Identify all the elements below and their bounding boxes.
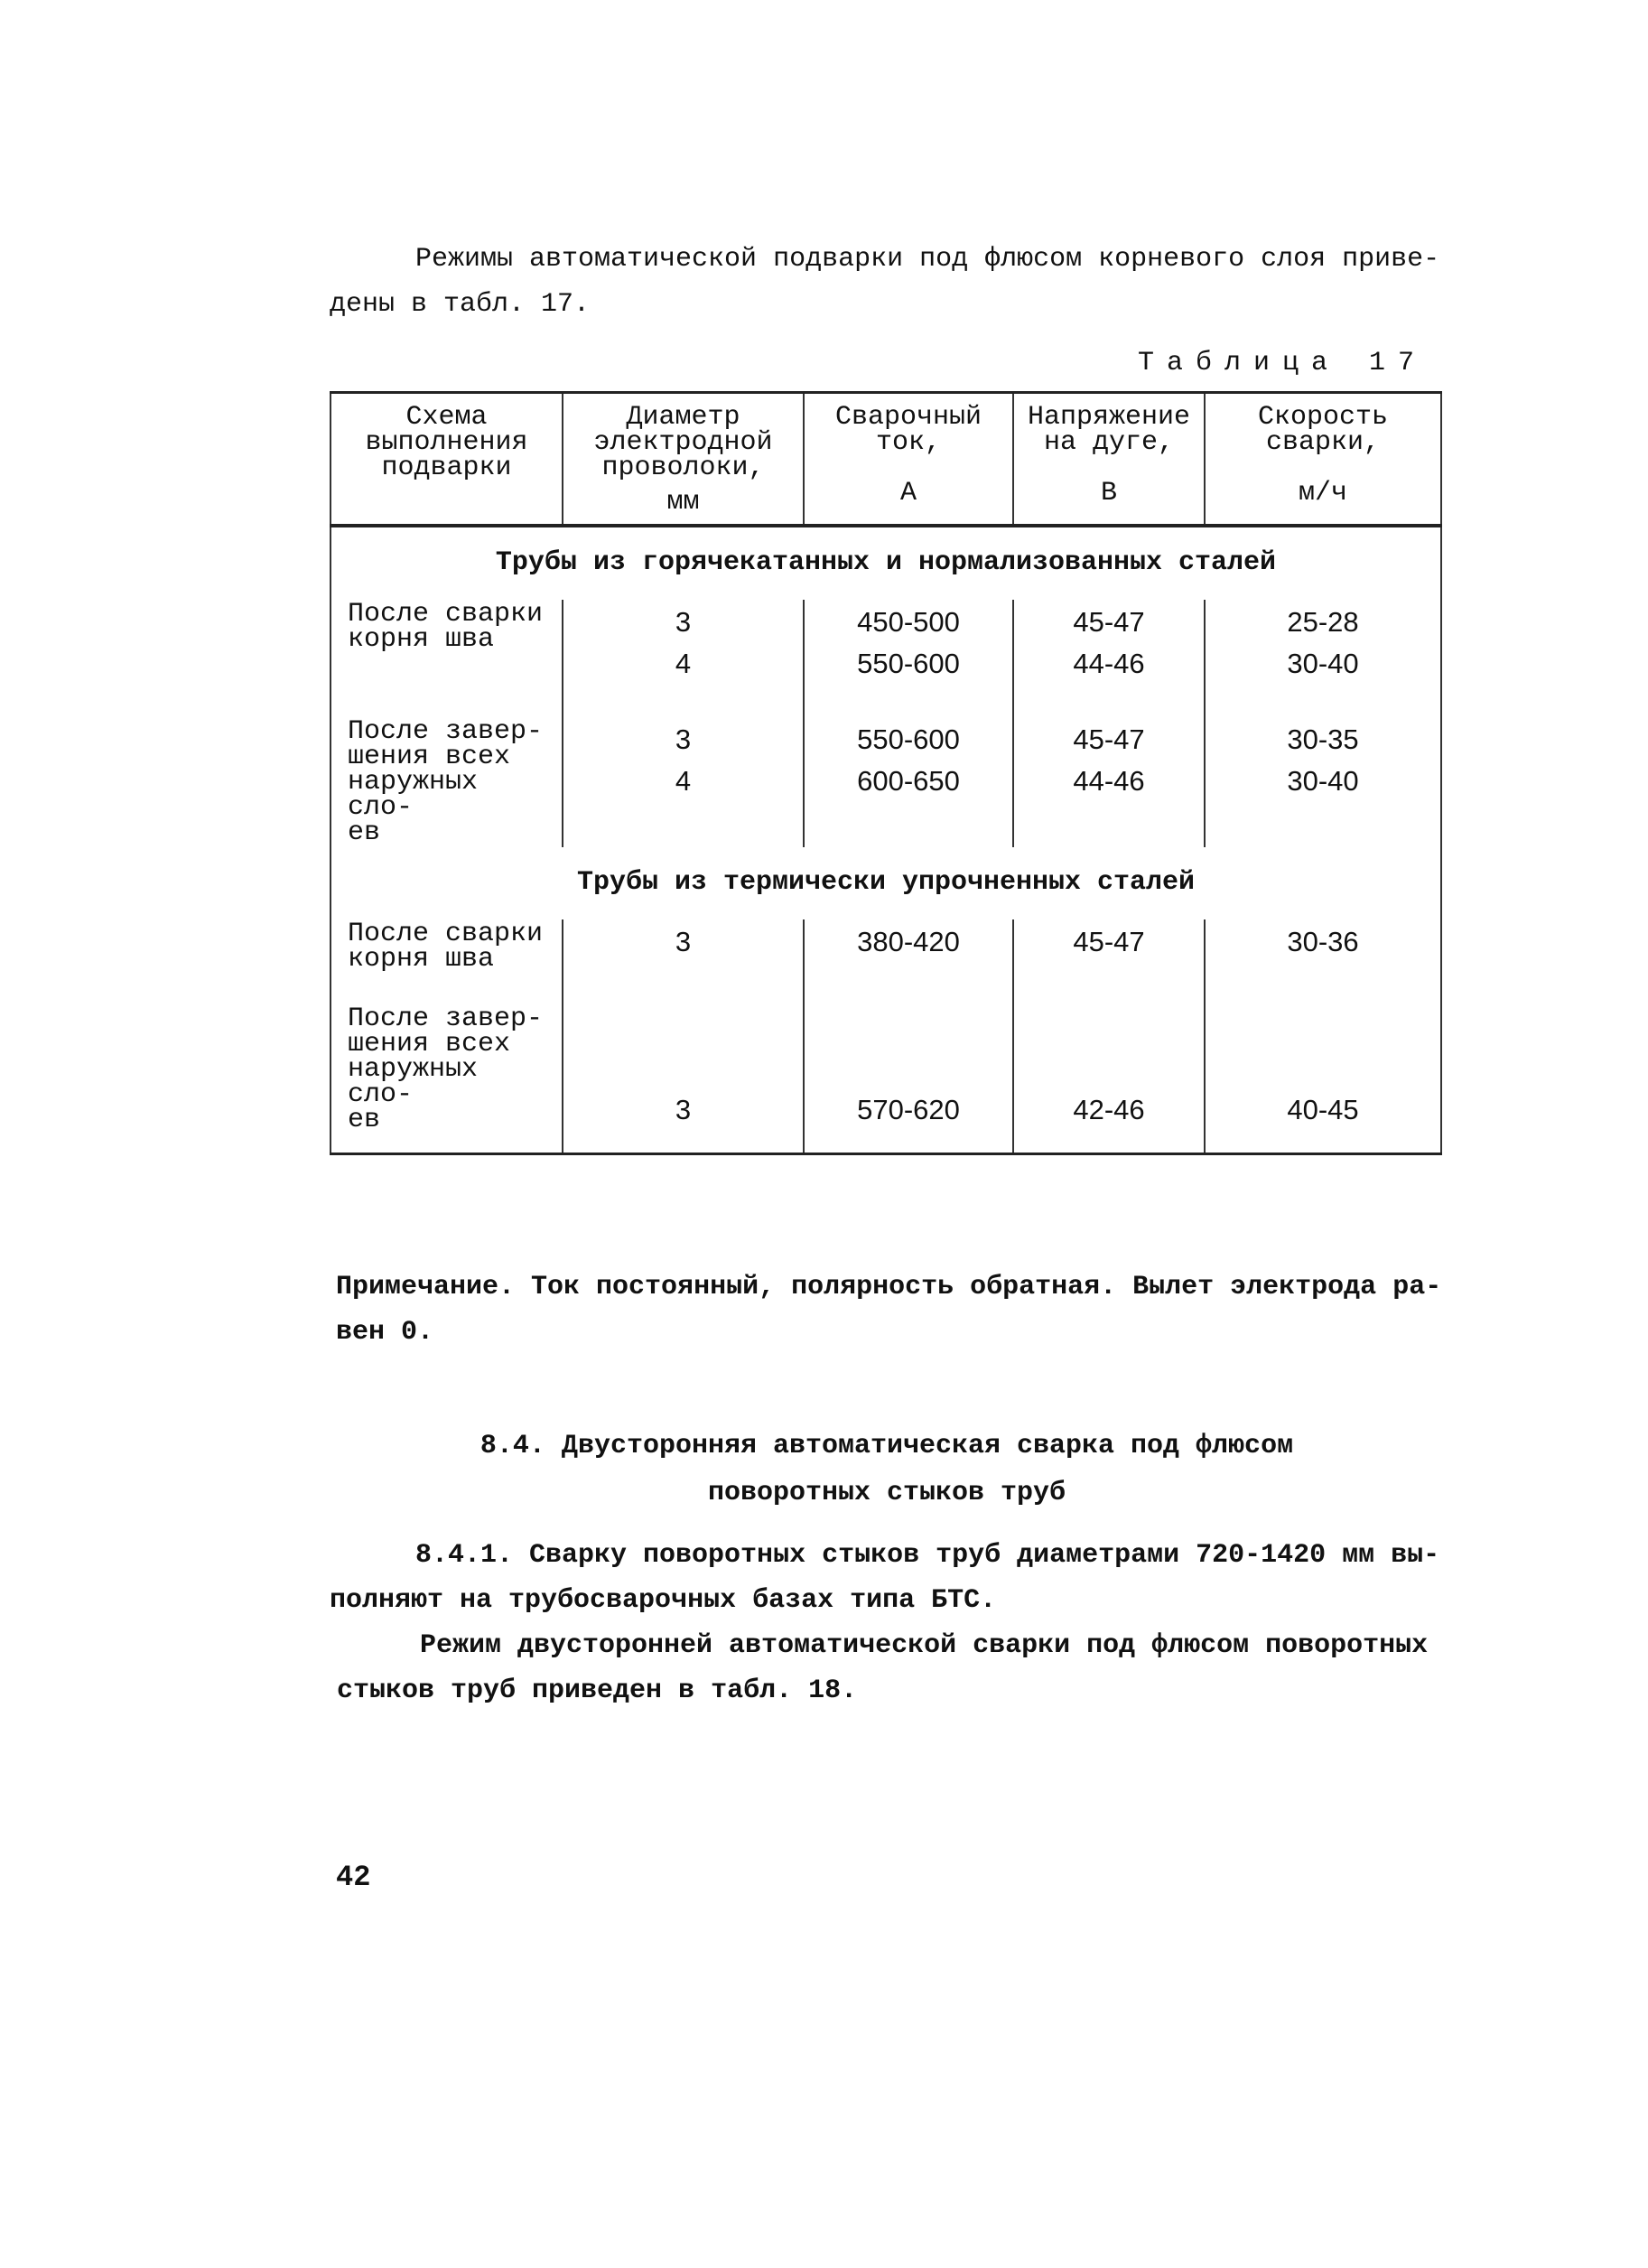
cell-current: 450-500 550-600 <box>804 600 1013 686</box>
header-scheme: Схема выполнения подварки <box>331 393 563 527</box>
intro-paragraph <box>330 237 1439 327</box>
table-caption: Таблица 17 <box>1138 348 1428 378</box>
cell-speed: 25-28 30-40 <box>1205 600 1441 686</box>
cell-scheme: После сварки корня шва <box>331 919 563 974</box>
section-row <box>331 526 1441 600</box>
body-paragraphs <box>330 1533 1439 1713</box>
intro-line-1: Режимы автоматической подварки под флюсом корневого слоя приве- <box>415 244 1440 275</box>
cell-diameter: 3 4 <box>563 717 804 847</box>
header-speed: Скорость сварки, м/ч <box>1205 393 1441 527</box>
cell-voltage: 45-47 <box>1013 919 1205 974</box>
unit-v: В <box>1100 478 1117 509</box>
cell-scheme: После сварки корня шва <box>331 600 563 686</box>
table-row <box>331 1004 1441 1154</box>
note-line-1: Примечание. Ток постоянный, полярность обратная. Вылет электрода ра- <box>336 1272 1442 1302</box>
body-p2-line-1: Режим двусторонней автоматической сварки под флюсом поворотных <box>420 1630 1429 1661</box>
row-gap <box>331 686 1441 717</box>
heading-line-2: поворотных стыков труб <box>707 1478 1066 1508</box>
table-row <box>331 919 1441 974</box>
table-note <box>336 1265 1441 1355</box>
body-p2-line-2: стыков труб приведен в табл. 18. <box>337 1675 858 1706</box>
header-current: Сварочный ток, А <box>804 393 1013 527</box>
heading-line-1: 8.4. Двусторонняя автоматическая сварка под флюсом <box>480 1431 1294 1461</box>
intro-line-2: дены в табл. 17. <box>330 289 591 320</box>
section-title-hot-rolled: Трубы из горячекатанных и нормализованных сталей <box>331 526 1441 600</box>
unit-mh: м/ч <box>1298 478 1347 509</box>
cell-current: 550-600 600-650 <box>804 717 1013 847</box>
table-header-row <box>331 393 1441 527</box>
row-gap <box>331 974 1441 1004</box>
unit-a: А <box>899 478 917 509</box>
table-row <box>331 717 1441 847</box>
cell-speed: 40-45 <box>1205 1004 1441 1154</box>
header-diameter: Диаметр электродной проволоки, мм <box>563 393 804 527</box>
note-line-2: вен 0. <box>336 1317 434 1348</box>
cell-current: 380-420 <box>804 919 1013 974</box>
section-row <box>331 847 1441 919</box>
unit-mm: мм <box>666 487 700 518</box>
section-heading <box>336 1423 1438 1517</box>
table-row <box>331 600 1441 686</box>
body-p1-line-2: полняют на трубосварочных базах типа БТС. <box>330 1585 997 1616</box>
section-title-heat-treated: Трубы из термически упрочненных сталей <box>331 847 1441 919</box>
page-number: 42 <box>336 1861 371 1894</box>
cell-voltage: 42-46 <box>1013 1004 1205 1154</box>
cell-voltage: 45-47 44-46 <box>1013 600 1205 686</box>
welding-modes-table <box>330 391 1442 1155</box>
cell-voltage: 45-47 44-46 <box>1013 717 1205 847</box>
cell-scheme: После завер- шения всех наружных сло- ев <box>331 717 563 847</box>
cell-diameter: 3 <box>563 919 804 974</box>
cell-speed: 30-35 30-40 <box>1205 717 1441 847</box>
cell-current: 570-620 <box>804 1004 1013 1154</box>
header-voltage: Напряжение на дуге, В <box>1013 393 1205 527</box>
cell-diameter: 3 4 <box>563 600 804 686</box>
cell-speed: 30-36 <box>1205 919 1441 974</box>
cell-scheme: После завер- шения всех наружных сло- ев <box>331 1004 563 1154</box>
body-p1-line-1: 8.4.1. Сварку поворотных стыков труб диаметрами 720-1420 мм вы- <box>415 1540 1440 1571</box>
cell-diameter: 3 <box>563 1004 804 1154</box>
